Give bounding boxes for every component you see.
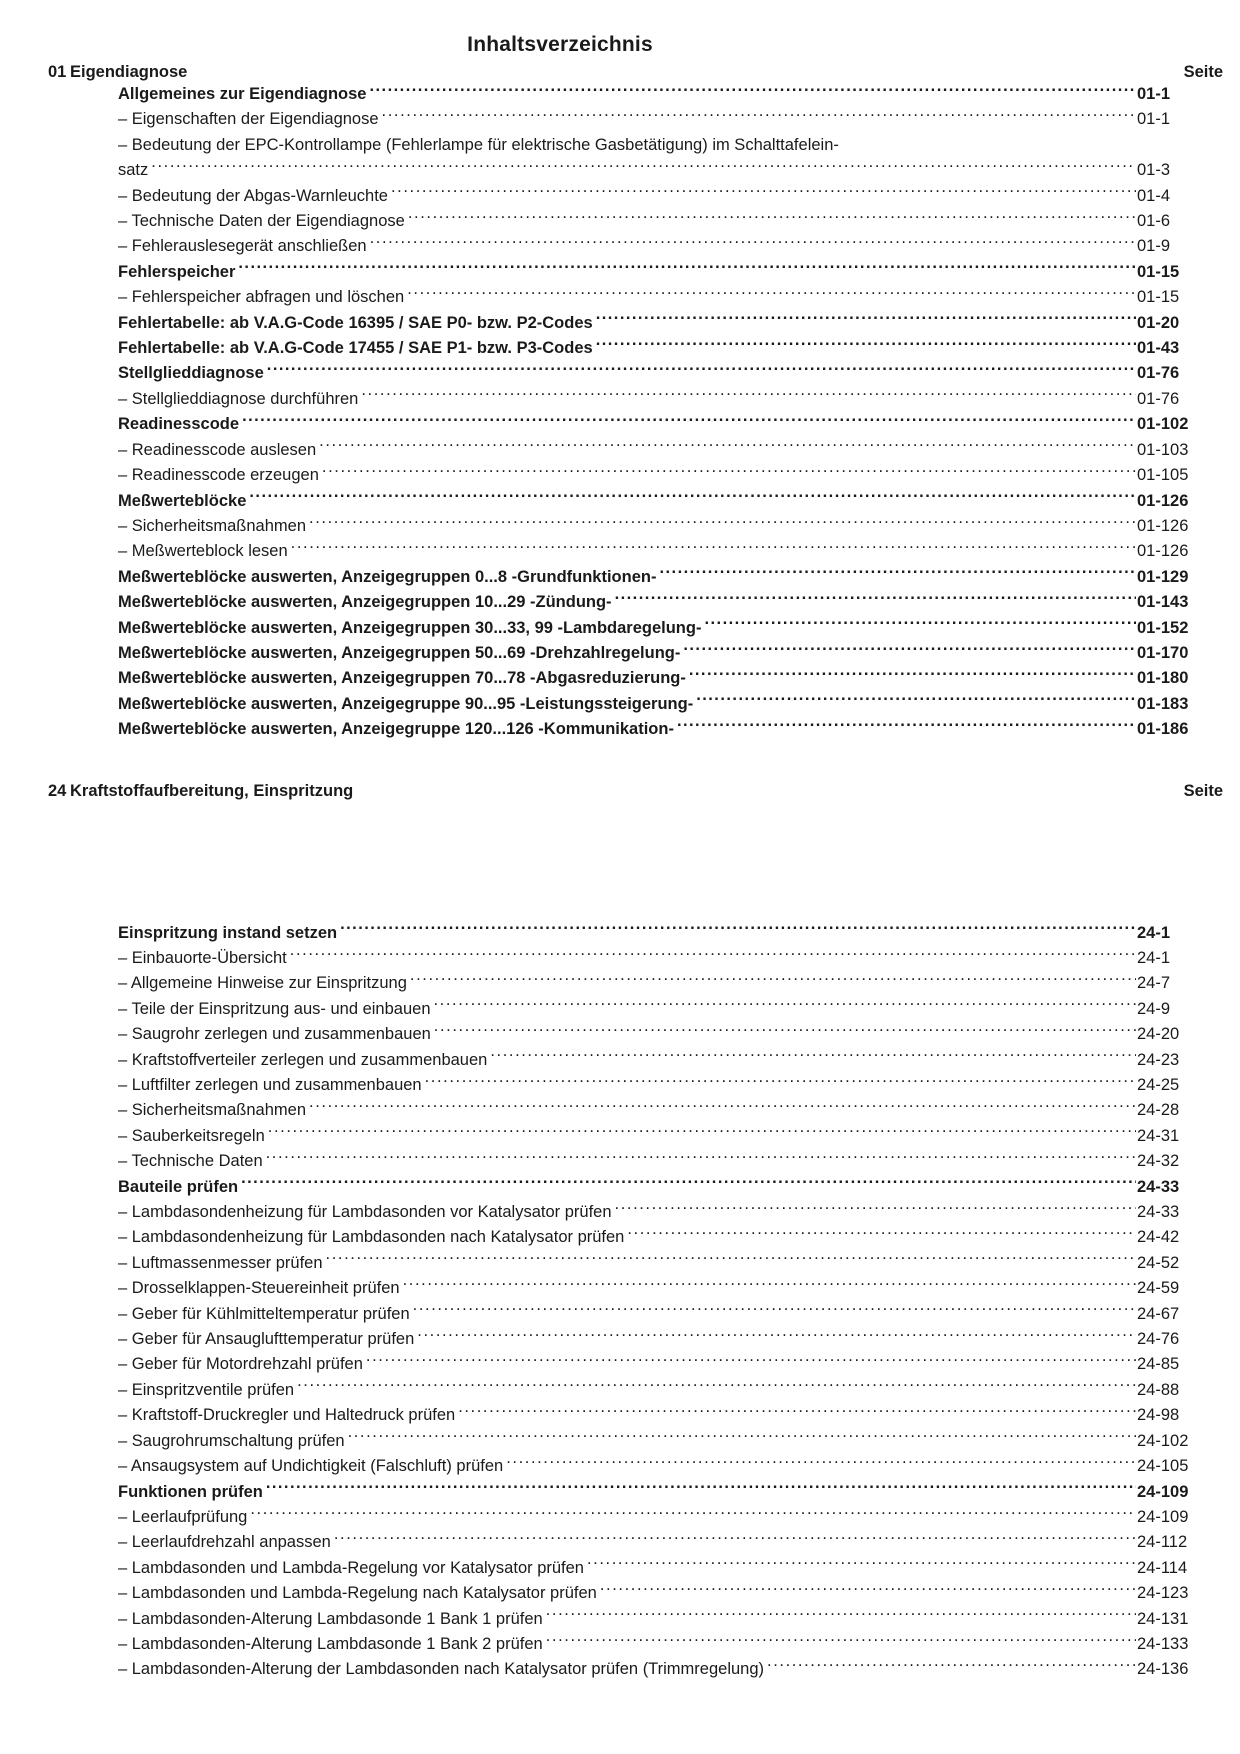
toc-entry-page-number: 01-183 [1137,694,1189,713]
toc-entry-label: – Ansaugsystem auf Undichtigkeit (Falschluft) prüfen [118,1457,504,1476]
toc-entry-label: – Sicherheitsmaßnahmen [118,516,307,535]
toc-entry[interactable] [0,971,1240,996]
spacer [0,801,1240,921]
toc-leader-dots [408,210,1136,227]
toc-entry[interactable] [0,1454,1240,1479]
toc-entry-page-number: 01-76 [1137,364,1180,383]
toc-entry-label: – Stellglieddiagnose durchführen [118,389,359,408]
toc-leader-dots [546,1607,1136,1624]
toc-leader-dots [410,972,1136,989]
toc-entry-label: – Geber für Motordrehzahl prüfen [118,1355,363,1374]
toc-entry-page-number: 24-1 [1137,948,1171,967]
toc-entry-label: – Lambdasonden und Lambda-Regelung vor Katalysator prüfen [118,1558,584,1577]
toc-entry-label: – Meßwerteblock lesen [118,542,288,561]
toc-entry[interactable] [0,1403,1240,1428]
toc-entry[interactable] [0,1175,1240,1200]
toc-leader-dots [309,1099,1136,1116]
section-24 [0,782,1240,1683]
toc-leader-dots [297,1378,1136,1395]
toc-leader-dots [627,1226,1136,1243]
toc-entry[interactable] [0,107,1240,132]
toc-entry-label: Meßwerteblöcke auswerten, Anzeigegruppen 30...33, 99 -Lambdaregelung- [118,618,702,637]
toc-entry-label: – Kraftstoff-Druckregler und Haltedruck prüfen [118,1406,456,1425]
toc-entry-page-number: 24-114 [1137,1558,1188,1577]
toc-entry-label: – Luftfilter zerlegen und zusammenbauen [118,1076,422,1094]
toc-entry-label: Fehlertabelle: ab V.A.G-Code 17455 / SAE P1- bzw. P3-Codes [118,339,593,358]
toc-entry-label: Meßwerteblöcke auswerten, Anzeigegruppen 0...8 -Grundfunktionen- [118,567,657,586]
toc-entry-page-number: 24-123 [1137,1584,1189,1603]
toc-leader-dots [366,1353,1136,1370]
toc-entry-label: – Lambdasonden und Lambda-Regelung nach Katalysator prüfen [118,1584,597,1603]
toc-entry-page-number: 01-1 [1137,110,1171,129]
toc-entry-page-number: 24-102 [1137,1431,1189,1450]
toc-leader-dots [407,286,1136,303]
toc-entry[interactable] [0,1530,1240,1555]
toc-entry[interactable] [0,1302,1240,1327]
toc-leader-dots [319,438,1136,455]
toc-entry-label: – Technische Daten der Eigendiagnose [118,212,405,231]
toc-leader-dots [506,1455,1136,1472]
toc-entry-page-number: 01-4 [1137,186,1171,205]
toc-entry[interactable] [0,311,1240,336]
toc-entry[interactable] [0,1378,1240,1403]
toc-leader-dots [291,540,1136,557]
section-24-page-column-header: Seite [1183,781,1223,800]
toc-entry[interactable] [0,260,1240,285]
toc-entry-page-number: 24-85 [1137,1355,1180,1374]
toc-entry-label: – Sicherheitsmaßnahmen [118,1101,307,1120]
toc-leader-dots [241,1175,1136,1192]
toc-entry[interactable] [0,1429,1240,1454]
toc-entry[interactable] [0,1276,1240,1301]
toc-entry-page-number: 01-20 [1137,313,1180,332]
toc-list-section-01 [0,82,1240,743]
toc-leader-dots [370,235,1136,252]
toc-leader-dots [425,1074,1136,1091]
toc-entry-label: Meßwerteblöcke auswerten, Anzeigegruppe 120...126 -Kommunikation- [118,720,674,739]
toc-entry[interactable] [0,1251,1240,1276]
toc-leader-dots [434,1023,1136,1040]
toc-leader-dots [151,159,1136,176]
toc-entry-page-number: 24-25 [1137,1076,1180,1094]
spacer [0,743,1240,782]
toc-leader-dots [546,1632,1136,1649]
toc-entry-label: Bauteile prüfen [118,1177,239,1196]
section-01-page-column-header: Seite [1183,63,1223,81]
toc-entry[interactable] [0,565,1240,590]
toc-leader-dots [704,616,1136,633]
toc-entry-label: – Technische Daten [118,1152,263,1171]
toc-entry[interactable] [0,412,1240,437]
toc-entry[interactable] [0,1048,1240,1073]
toc-entry[interactable] [0,1632,1240,1657]
toc-entry-label: – Geber für Kühlmitteltemperatur prüfen [118,1304,410,1323]
toc-entry-label: – Saugrohr zerlegen und zusammenbauen [118,1025,431,1044]
toc-entry-page-number: 01-102 [1137,415,1189,434]
toc-entry[interactable] [0,133,1240,158]
toc-entry-label: – Lambdasondenheizung für Lambdasonden nach Katalysator prüfen [118,1228,625,1247]
toc-entry-label: – Fehlerspeicher abfragen und löschen [118,288,405,307]
toc-entry[interactable] [0,997,1240,1022]
toc-entry-page-number: 24-67 [1137,1304,1180,1323]
toc-entry-label: Meßwerteblöcke [118,491,247,510]
toc-entry-label: Fehlertabelle: ab V.A.G-Code 16395 / SAE P0- bzw. P2-Codes [118,313,593,332]
toc-leader-dots [267,362,1136,379]
toc-entry-page-number: 01-105 [1137,466,1189,485]
toc-entry-label: satz [118,161,149,180]
toc-entry-page-number: 01-186 [1137,720,1189,739]
toc-leader-dots [309,514,1136,531]
toc-entry[interactable] [0,1124,1240,1149]
toc-entry-page-number: 24-109 [1137,1507,1189,1526]
toc-entry-page-number: 24-131 [1137,1609,1189,1628]
toc-entry[interactable] [0,1352,1240,1377]
section-01-header [0,63,1240,82]
toc-leader-dots [677,718,1136,735]
toc-entry-label: Meßwerteblöcke auswerten, Anzeigegruppen 10...29 -Zündung- [118,593,612,612]
toc-leader-dots [767,1658,1136,1675]
toc-entry[interactable] [0,1225,1240,1250]
toc-entry-page-number: 24-76 [1137,1330,1180,1349]
toc-entry-page-number: 01-43 [1137,339,1180,358]
toc-leader-dots [249,489,1136,506]
toc-entry-label: – Kraftstoffverteiler zerlegen und zusammenbauen [118,1050,488,1069]
toc-entry-page-number: 24-20 [1137,1025,1180,1044]
toc-entry-label: – Leerlaufdrehzahl anpassen [118,1533,331,1552]
toc-entry-page-number: 24-42 [1137,1228,1180,1247]
toc-entry[interactable] [0,1073,1240,1098]
toc-leader-dots [458,1404,1136,1421]
toc-entry-label: – Teile der Einspritzung aus- und einbauen [118,999,431,1018]
toc-leader-dots [250,1505,1136,1522]
toc-entry-label: Einspritzung instand setzen [118,923,338,942]
toc-entry-label: Funktionen prüfen [118,1482,263,1501]
toc-entry-label: – Readinesscode erzeugen [118,466,319,485]
toc-entry-page-number: 24-32 [1137,1152,1180,1171]
toc-entry-page-number: 01-129 [1137,567,1189,586]
toc-entry[interactable] [0,1200,1240,1225]
toc-leader-dots [334,1531,1136,1548]
toc-entry-label: – Bedeutung der Abgas-Warnleuchte [118,186,388,205]
toc-entry-page-number: 01-170 [1137,643,1189,662]
toc-entry-page-number: 24-23 [1137,1050,1180,1069]
toc-entry[interactable] [0,158,1240,183]
toc-entry-page-number: 01-126 [1137,542,1189,561]
toc-leader-dots [600,1582,1136,1599]
toc-leader-dots [290,946,1136,963]
toc-entry[interactable] [0,336,1240,361]
toc-entry-label: – Lambdasonden-Alterung der Lambdasonden nach Katalysator prüfen (Trimmregelung) [118,1660,765,1679]
section-01-number: 01 [48,63,67,81]
toc-entry-label: – Luftmassenmesser prüfen [118,1253,323,1272]
toc-leader-dots [696,692,1136,709]
page-title: Inhaltsverzeichnis [467,33,653,56]
section-24-header [0,782,1240,801]
toc-entry-page-number: 24-1 [1137,923,1171,942]
toc-entry[interactable] [0,438,1240,463]
toc-entry-page-number: 24-109 [1137,1482,1189,1501]
toc-leader-dots [842,133,1136,150]
toc-entry[interactable] [0,1022,1240,1047]
toc-entry[interactable] [0,387,1240,412]
toc-leader-dots [382,108,1136,125]
toc-entry-page-number: 24-7 [1137,974,1171,993]
toc-entry-label: – Einbauorte-Übersicht [118,948,287,967]
toc-entry-page-number: 24-9 [1137,999,1171,1018]
toc-leader-dots [340,921,1136,938]
toc-entry[interactable] [0,209,1240,234]
toc-entry-page-number: 24-52 [1137,1253,1180,1272]
toc-entry-label: – Allgemeine Hinweise zur Einspritzung [118,974,407,993]
toc-leader-dots [403,1277,1136,1294]
toc-entry[interactable] [0,616,1240,641]
toc-leader-dots [683,641,1136,658]
toc-leader-dots [596,337,1136,354]
toc-leader-dots [615,1201,1136,1218]
toc-entry[interactable] [0,1581,1240,1606]
toc-entry-label: – Lambdasonden-Alterung Lambdasonde 1 Bank 1 prüfen [118,1609,543,1628]
toc-entry-page-number: 01-1 [1137,85,1171,103]
toc-entry[interactable] [0,1505,1240,1530]
toc-entry-label: – Eigenschaften der Eigendiagnose [118,110,379,129]
toc-entry[interactable] [0,234,1240,259]
toc-leader-dots [659,565,1136,582]
toc-entry-page-number: 01-15 [1137,288,1180,307]
toc-entry-label: Readinesscode [118,415,240,434]
toc-entry[interactable] [0,285,1240,310]
toc-list-section-24 [0,921,1240,1683]
toc-entry-page-number: 01-6 [1137,212,1171,231]
toc-entry-label: – Leerlaufprüfung [118,1507,248,1526]
toc-entry-page-number: 01-15 [1137,262,1180,281]
toc-entry-page-number: 24-33 [1137,1177,1180,1196]
toc-entry[interactable] [0,692,1240,717]
toc-entry-page-number: 24-88 [1137,1380,1180,1399]
toc-entry-page-number: 24-98 [1137,1406,1180,1425]
toc-leader-dots [596,311,1136,328]
toc-leader-dots [348,1429,1136,1446]
toc-leader-dots [266,1150,1136,1167]
toc-entry-page-number: 24-33 [1137,1203,1180,1222]
toc-entry-page-number: 01-143 [1137,593,1189,612]
toc-leader-dots [268,1124,1136,1141]
toc-leader-dots [587,1556,1136,1573]
toc-entry-label: Meßwerteblöcke auswerten, Anzeigegruppe 90...95 -Leistungssteigerung- [118,694,694,713]
toc-entry-page-number: 24-31 [1137,1126,1180,1145]
toc-entry[interactable] [0,946,1240,971]
toc-entry[interactable] [0,641,1240,666]
toc-leader-dots [689,667,1136,684]
toc-entry-label: – Sauberkeitsregeln [118,1126,265,1145]
section-01 [0,63,1240,743]
toc-leader-dots [369,83,1136,100]
toc-entry-page-number: 24-28 [1137,1101,1180,1120]
toc-leader-dots [361,387,1136,404]
toc-entry[interactable] [0,463,1240,488]
toc-entry[interactable] [0,717,1240,742]
toc-leader-dots [413,1302,1136,1319]
toc-entry-page-number: 24-105 [1137,1457,1189,1476]
toc-entry-page-number: 24-136 [1137,1660,1189,1679]
toc-leader-dots [434,997,1137,1014]
toc-entry-label: Stellglieddiagnose [118,364,264,383]
toc-leader-dots [266,1480,1136,1497]
toc-entry[interactable] [0,1327,1240,1352]
toc-entry-label: Meßwerteblöcke auswerten, Anzeigegruppen 50...69 -Drehzahlregelung- [118,643,681,662]
toc-entry-page-number: 01-180 [1137,669,1189,688]
toc-entry[interactable] [0,539,1240,564]
toc-leader-dots [238,260,1136,277]
toc-entry[interactable] [0,666,1240,691]
toc-entry[interactable] [0,1480,1240,1505]
toc-entry[interactable] [0,1098,1240,1123]
toc-leader-dots [615,591,1136,608]
toc-entry-label: – Saugrohrumschaltung prüfen [118,1431,345,1450]
toc-entry-label: – Lambdasondenheizung für Lambdasonden vor Katalysator prüfen [118,1203,612,1222]
toc-entry-page-number: 01-126 [1137,491,1189,510]
toc-entry-label: – Fehlerauslesegerät anschließen [118,237,367,256]
toc-entry[interactable] [0,489,1240,514]
toc-entry-page-number: 24-59 [1137,1279,1180,1298]
toc-entry[interactable] [0,1556,1240,1581]
toc-entry-page-number: 01-103 [1137,440,1189,459]
toc-entry-label: – Drosselklappen-Steuereinheit prüfen [118,1279,400,1298]
toc-entry-label: – Bedeutung der EPC-Kontrollampe (Fehlerlampe für elektrische Gasbetätigung) im Schalttafelein- [118,135,839,154]
toc-entry[interactable] [0,82,1240,107]
toc-leader-dots [490,1048,1136,1065]
toc-entry-page-number: 01-126 [1137,516,1189,535]
toc-entry[interactable] [0,1607,1240,1632]
toc-leader-dots [391,184,1136,201]
toc-entry[interactable] [0,590,1240,615]
toc-leader-dots [326,1251,1136,1268]
toc-entry[interactable] [0,921,1240,946]
toc-entry-label: – Einspritzventile prüfen [118,1380,295,1399]
toc-entry-label: Fehlerspeicher [118,262,236,281]
toc-entry-label: Allgemeines zur Eigendiagnose [118,85,367,103]
toc-entry-page-number: 24-133 [1137,1634,1189,1653]
toc-entry-page-number: 01-76 [1137,389,1180,408]
toc-entry[interactable] [0,361,1240,386]
toc-entry-page-number: 01-152 [1137,618,1189,637]
section-24-number: 24 [48,781,67,800]
toc-leader-dots [242,413,1136,430]
toc-entry[interactable] [0,514,1240,539]
toc-entry-label: – Geber für Ansauglufttemperatur prüfen [118,1330,415,1349]
toc-entry-page-number: 24-112 [1137,1533,1188,1552]
section-24-title: Kraftstoffaufbereitung, Einspritzung [70,781,354,800]
toc-entry[interactable] [0,1657,1240,1682]
toc-entry[interactable] [0,184,1240,209]
toc-entry-label: – Readinesscode auslesen [118,440,317,459]
toc-leader-dots [417,1328,1136,1345]
toc-entry-page-number: 01-3 [1137,161,1171,180]
toc-entry-page-number: 01-9 [1137,237,1171,256]
section-01-title: Eigendiagnose [70,63,188,81]
toc-entry-label: Meßwerteblöcke auswerten, Anzeigegruppen 70...78 -Abgasreduzierung- [118,669,686,688]
toc-entry-label: – Lambdasonden-Alterung Lambdasonde 1 Bank 2 prüfen [118,1634,543,1653]
toc-leader-dots [322,464,1136,481]
toc-entry[interactable] [0,1149,1240,1174]
